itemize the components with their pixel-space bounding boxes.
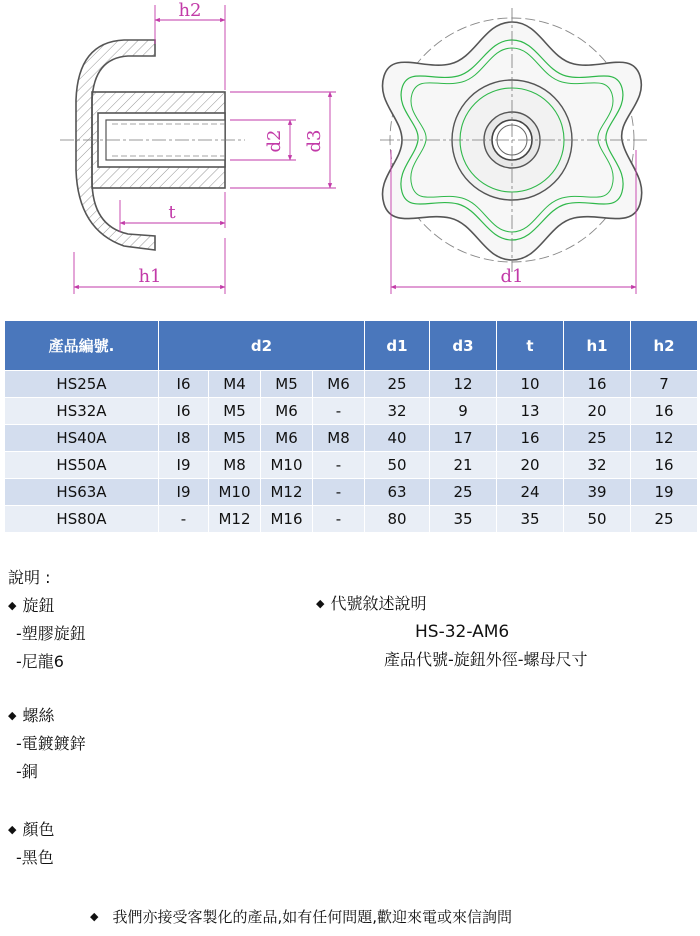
knob-item: -塑膠旋鈕 — [16, 624, 86, 643]
label-d2: d2 — [264, 129, 285, 153]
color-section-title: ◆ 顏色 — [8, 820, 55, 839]
label-d3: d3 — [304, 129, 325, 153]
cell-d1: 63 — [365, 479, 430, 506]
cell-d3: 17 — [430, 425, 497, 452]
cell-code: HS80A — [5, 506, 159, 533]
cell-code: HS25A — [5, 371, 159, 398]
label-d1: d1 — [500, 266, 524, 287]
code-explanation: 產品代號-旋鈕外徑-螺母尺寸 — [384, 650, 588, 669]
table-row — [5, 452, 698, 479]
table-row — [5, 398, 698, 425]
cell-h1: 50 — [564, 506, 631, 533]
table-row — [5, 506, 698, 533]
cell-t: 16 — [497, 425, 564, 452]
screw-item: -銅 — [16, 762, 38, 781]
cell-h1: 25 — [564, 425, 631, 452]
cell-d1: 50 — [365, 452, 430, 479]
label-h1: h1 — [138, 266, 162, 287]
cell-h1: 20 — [564, 398, 631, 425]
cell-code: HS32A — [5, 398, 159, 425]
header-code: 產品編號. — [5, 321, 159, 371]
code-section-title: ◆ 代號敘述說明 — [316, 594, 427, 613]
cell-d2b: M10 — [209, 479, 261, 506]
header-d3: d3 — [430, 321, 497, 371]
cell-h1: 39 — [564, 479, 631, 506]
screw-item: -電鍍鍍鋅 — [16, 734, 86, 753]
cell-d2b: M8 — [209, 452, 261, 479]
cell-d2d: M6 — [313, 371, 365, 398]
cell-d1: 80 — [365, 506, 430, 533]
cell-d3: 21 — [430, 452, 497, 479]
cell-d1: 25 — [365, 371, 430, 398]
color-item: -黑色 — [16, 848, 54, 867]
cell-d2c: M6 — [261, 398, 313, 425]
cell-d2d: - — [313, 479, 365, 506]
cell-h2: 19 — [631, 479, 698, 506]
header-d1: d1 — [365, 321, 430, 371]
cell-d3: 35 — [430, 506, 497, 533]
cell-d2a: I9 — [159, 479, 209, 506]
side-section-view — [60, 40, 245, 250]
screw-section-title: ◆ 螺絲 — [8, 706, 55, 725]
spec-table — [4, 320, 698, 533]
header-t: t — [497, 321, 564, 371]
header-h2: h2 — [631, 321, 698, 371]
cell-d3: 9 — [430, 398, 497, 425]
cell-h1: 16 — [564, 371, 631, 398]
cell-d3: 25 — [430, 479, 497, 506]
cell-code: HS63A — [5, 479, 159, 506]
cell-h2: 16 — [631, 398, 698, 425]
diamond-bullet-icon: ◆ — [8, 599, 17, 612]
cell-h2: 12 — [631, 425, 698, 452]
cell-d2c: M5 — [261, 371, 313, 398]
cell-d2a: I6 — [159, 398, 209, 425]
notes-screw — [8, 702, 86, 786]
diamond-bullet-icon: ◆ — [8, 709, 17, 722]
cell-t: 10 — [497, 371, 564, 398]
cell-t: 13 — [497, 398, 564, 425]
label-t: t — [168, 202, 176, 223]
cell-h1: 32 — [564, 452, 631, 479]
cell-h2: 16 — [631, 452, 698, 479]
diamond-bullet-icon: ◆ — [8, 823, 17, 836]
cell-t: 24 — [497, 479, 564, 506]
diamond-bullet-icon: ◆ — [316, 597, 325, 610]
table-header-row — [5, 321, 698, 371]
notes-code — [316, 590, 426, 618]
knob-section-title: ◆ 旋鈕 — [8, 596, 55, 615]
cell-h2: 7 — [631, 371, 698, 398]
cell-d2b: M4 — [209, 371, 261, 398]
cell-d2d: - — [313, 506, 365, 533]
knob-item: -尼龍6 — [16, 652, 64, 671]
cell-code: HS50A — [5, 452, 159, 479]
table-row — [5, 479, 698, 506]
cell-d2c: M10 — [261, 452, 313, 479]
cell-d2a: I9 — [159, 452, 209, 479]
cell-d2d: - — [313, 452, 365, 479]
cell-d2c: M16 — [261, 506, 313, 533]
header-d2: d2 — [159, 321, 365, 371]
cell-d2d: M8 — [313, 425, 365, 452]
cell-d2b: M12 — [209, 506, 261, 533]
cell-t: 20 — [497, 452, 564, 479]
cell-d2b: M5 — [209, 425, 261, 452]
cell-d2b: M5 — [209, 398, 261, 425]
front-view — [380, 8, 648, 272]
table-row — [5, 425, 698, 452]
cell-d2a: I8 — [159, 425, 209, 452]
cell-d2a: - — [159, 506, 209, 533]
cell-d2d: - — [313, 398, 365, 425]
cell-d1: 32 — [365, 398, 430, 425]
cell-d2a: I6 — [159, 371, 209, 398]
notes-heading: 說明 : — [8, 568, 51, 587]
table-row — [5, 371, 698, 398]
cell-code: HS40A — [5, 425, 159, 452]
header-h1: h1 — [564, 321, 631, 371]
technical-drawing — [0, 0, 700, 310]
cell-d3: 12 — [430, 371, 497, 398]
cell-h2: 25 — [631, 506, 698, 533]
notes-color — [8, 816, 54, 872]
diamond-bullet-icon: ◆ — [90, 910, 99, 923]
cell-t: 35 — [497, 506, 564, 533]
label-h2: h2 — [178, 0, 202, 21]
notes-left — [8, 564, 86, 676]
footer-note: ◆ 我們亦接受客製化的產品,如有任何問題,歡迎來電或來信詢問 — [90, 908, 513, 926]
cell-d2c: M6 — [261, 425, 313, 452]
cell-d2c: M12 — [261, 479, 313, 506]
code-example: HS-32-AM6 — [415, 622, 510, 642]
cell-d1: 40 — [365, 425, 430, 452]
